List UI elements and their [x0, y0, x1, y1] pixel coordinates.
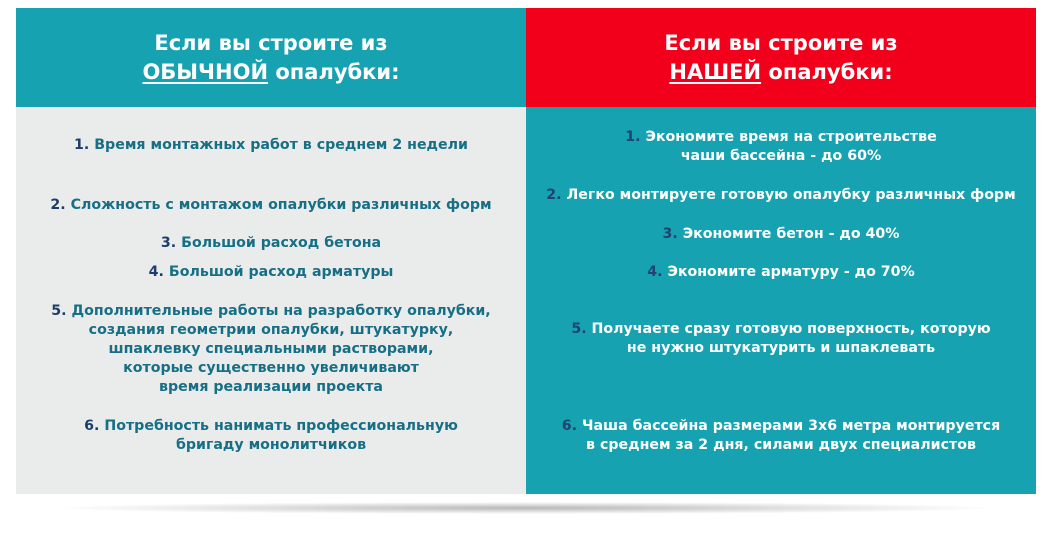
- item-text: Время монтажных работ в среднем 2 недели: [94, 137, 468, 153]
- item-text: Чаша бассейна размерами 3х6 метра монтируется: [581, 418, 1001, 434]
- item-text: Экономите время на строительстве: [645, 129, 937, 145]
- list-item: [16, 302, 526, 397]
- list-item: [16, 234, 526, 253]
- list-item: [526, 417, 1036, 455]
- item-line: [526, 417, 1036, 436]
- item-text: Сложность с монтажом опалубки различных форм: [70, 197, 492, 213]
- item-number: 6.: [561, 418, 578, 434]
- header-line2: [526, 58, 1036, 87]
- list-item: [16, 417, 526, 455]
- header-emphasis: ОБЫЧНОЙ: [142, 59, 269, 84]
- item-text: Экономите арматуру - до 70%: [667, 264, 915, 280]
- conventional-formwork-header: [16, 8, 526, 107]
- item-line: в среднем за 2 дня, силами двух специалистов: [586, 437, 976, 453]
- list-item: [16, 136, 526, 155]
- item-line: [16, 302, 526, 321]
- header-line1: Если вы строите из: [664, 30, 898, 55]
- list-item: [526, 128, 1036, 166]
- item-number: 2.: [50, 197, 66, 213]
- item-line: которые существенно увеличивают: [123, 360, 419, 376]
- item-number: 1.: [625, 129, 641, 145]
- conventional-formwork-list: [16, 107, 526, 494]
- our-formwork-panel: [526, 8, 1036, 494]
- item-line: не нужно штукатурить и шпаклевать: [626, 340, 936, 356]
- header-line2: [16, 58, 526, 87]
- item-line: [16, 417, 526, 436]
- item-text: Потребность нанимать профессиональную: [104, 418, 458, 434]
- item-number: 4.: [647, 264, 663, 280]
- header-rest: опалубки:: [768, 59, 893, 84]
- item-number: 5.: [571, 321, 587, 337]
- list-item: [526, 320, 1036, 358]
- item-line: создания геометрии опалубки, штукатурку,: [88, 322, 454, 338]
- item-number: 3.: [160, 235, 177, 251]
- item-line: бригаду монолитчиков: [175, 437, 367, 453]
- item-number: 5.: [51, 303, 67, 319]
- list-item: [526, 225, 1036, 244]
- item-number: 4.: [148, 264, 164, 280]
- our-formwork-list: [526, 107, 1036, 494]
- header-line1: Если вы строите из: [154, 30, 388, 55]
- item-line: время реализации проекта: [159, 379, 383, 395]
- conventional-formwork-panel: [16, 8, 526, 494]
- our-formwork-header: [526, 8, 1036, 107]
- item-line: шпаклевку специальными растворами,: [108, 341, 434, 357]
- drop-shadow: [60, 502, 990, 514]
- item-number: 3.: [662, 226, 678, 242]
- list-item: [16, 196, 526, 215]
- item-number: 1.: [74, 137, 90, 153]
- item-text: Получаете сразу готовую поверхность, которую: [591, 321, 991, 337]
- list-item: [526, 186, 1036, 205]
- list-item: [16, 263, 526, 282]
- item-text: Легко монтируете готовую опалубку различных форм: [566, 187, 1016, 203]
- header-emphasis: НАШЕЙ: [669, 59, 762, 84]
- item-text: Экономите бетон - до 40%: [682, 226, 900, 242]
- item-number: 2.: [546, 187, 562, 203]
- item-text: Большой расход арматуры: [168, 264, 394, 280]
- item-line: [526, 320, 1036, 339]
- list-item: [526, 263, 1036, 282]
- item-line: чаши бассейна - до 60%: [680, 148, 882, 164]
- item-text: Большой расход бетона: [181, 235, 382, 251]
- item-line: [526, 128, 1036, 147]
- item-number: 6.: [84, 418, 100, 434]
- item-text: Дополнительные работы на разработку опалубки,: [71, 303, 491, 319]
- header-rest: опалубки:: [275, 59, 400, 84]
